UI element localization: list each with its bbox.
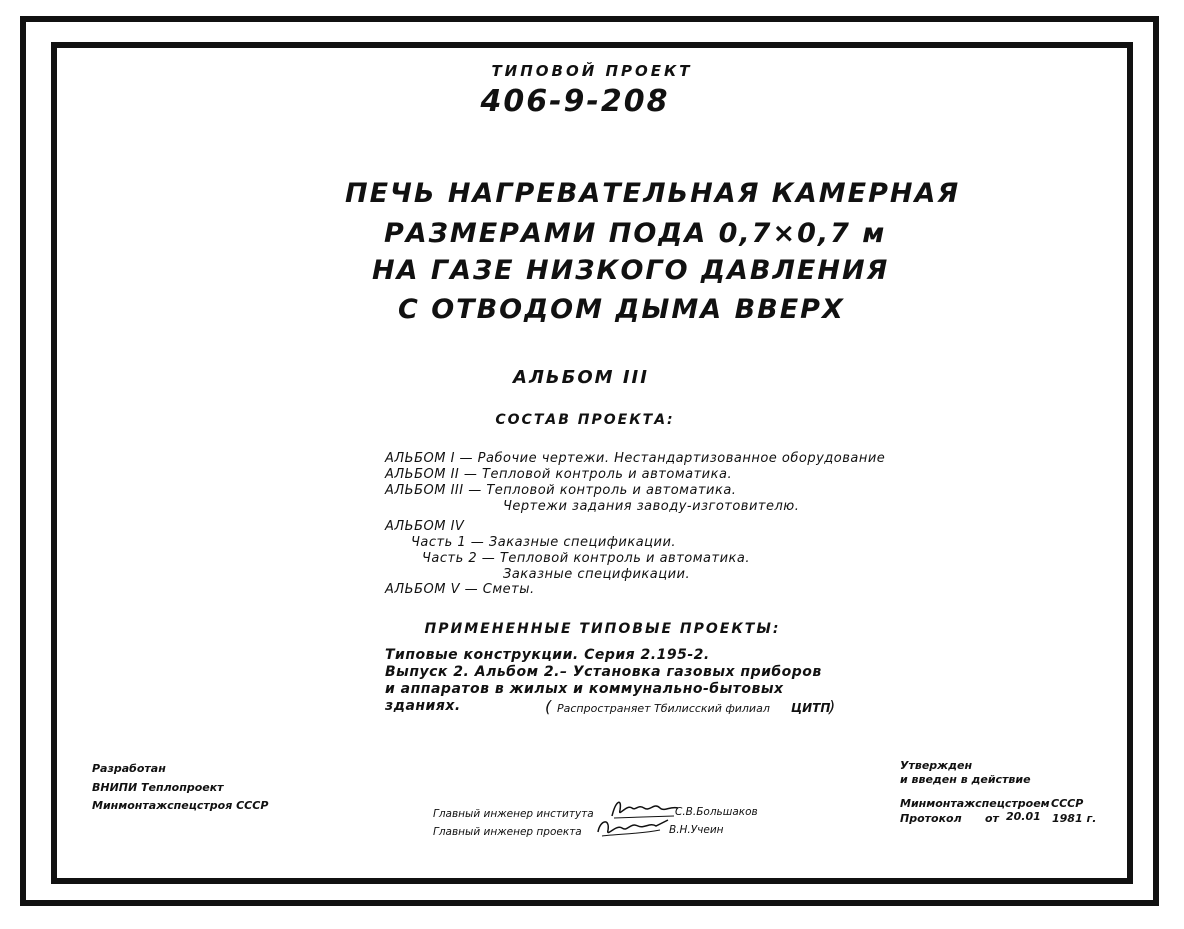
composition-line-3: АЛЬБОМ III — Тепловой контроль и автоматика. [385, 483, 737, 498]
title-line-1: ПЕЧЬ НАГРЕВАТЕЛЬНАЯ КАМЕРНАЯ [345, 178, 961, 209]
project-number: 406-9-208 [480, 84, 670, 119]
protocol-year: 1981 г. [1052, 812, 1097, 825]
approval-org: Минмонтажспецстроем [900, 797, 1050, 810]
developer-org: ВНИПИ Теплопроект [92, 781, 224, 794]
composition-line-1: АЛЬБОМ I — Рабочие чертежи. Нестандартизованное оборудование [385, 451, 886, 466]
applied-line-2: Выпуск 2. Альбом 2.– Установка газовых приборов [385, 664, 822, 680]
title-line-4: С ОТВОДОМ ДЫМА ВВЕРХ [398, 294, 845, 325]
chief-institute-name: С.В.Большаков [675, 806, 758, 818]
chief-project-name: В.Н.Учеин [669, 824, 724, 836]
developer-label: Разработан [92, 762, 166, 775]
note-open-paren: ( [545, 697, 552, 716]
project-type-label: ТИПОВОЙ ПРОЕКТ [491, 62, 693, 80]
composition-line-6: Часть 1 — Заказные спецификации. [411, 535, 677, 550]
composition-line-9: АЛЬБОМ V — Сметы. [385, 582, 535, 597]
composition-line-2: АЛЬБОМ II — Тепловой контроль и автоматика. [385, 467, 733, 482]
applied-line-1: Типовые конструкции. Серия 2.195-2. [385, 647, 710, 663]
composition-line-8: Заказные спецификации. [503, 567, 691, 582]
signature-chief-project [594, 814, 670, 840]
protocol-label: Протокол [900, 812, 962, 825]
distribution-org: ЦИТП [791, 701, 831, 715]
title-line-3: НА ГАЗЕ НИЗКОГО ДАВЛЕНИЯ [372, 255, 890, 286]
approval-enacted: и введен в действие [900, 773, 1031, 786]
applied-projects-heading: ПРИМЕНЕННЫЕ ТИПОВЫЕ ПРОЕКТЫ: [424, 621, 781, 637]
title-line-2: РАЗМЕРАМИ ПОДА 0,7×0,7 м [384, 218, 887, 249]
composition-heading: СОСТАВ ПРОЕКТА: [495, 412, 675, 428]
chief-institute-role: Главный инженер института [433, 808, 594, 820]
note-close-paren: ) [829, 697, 836, 716]
composition-line-5: АЛЬБОМ IV [385, 519, 465, 534]
protocol-date: 20.01 [1006, 810, 1041, 823]
approval-label: Утвержден [900, 759, 973, 772]
applied-line-4: зданиях. [385, 698, 461, 714]
approval-country: СССР [1051, 797, 1084, 810]
album-number: АЛЬБОМ III [513, 367, 649, 388]
protocol-date-prefix: от [985, 812, 999, 825]
applied-line-3: и аппаратов в жилых и коммунально-бытовых [385, 681, 784, 697]
distribution-note: Распространяет Тбилисский филиал [557, 702, 770, 715]
chief-project-role: Главный инженер проекта [433, 826, 582, 838]
composition-line-4: Чертежи задания заводу-изготовителю. [503, 499, 800, 514]
composition-line-7: Часть 2 — Тепловой контроль и автоматика. [422, 551, 750, 566]
developer-ministry: Минмонтажспецстроя СССР [92, 799, 269, 812]
